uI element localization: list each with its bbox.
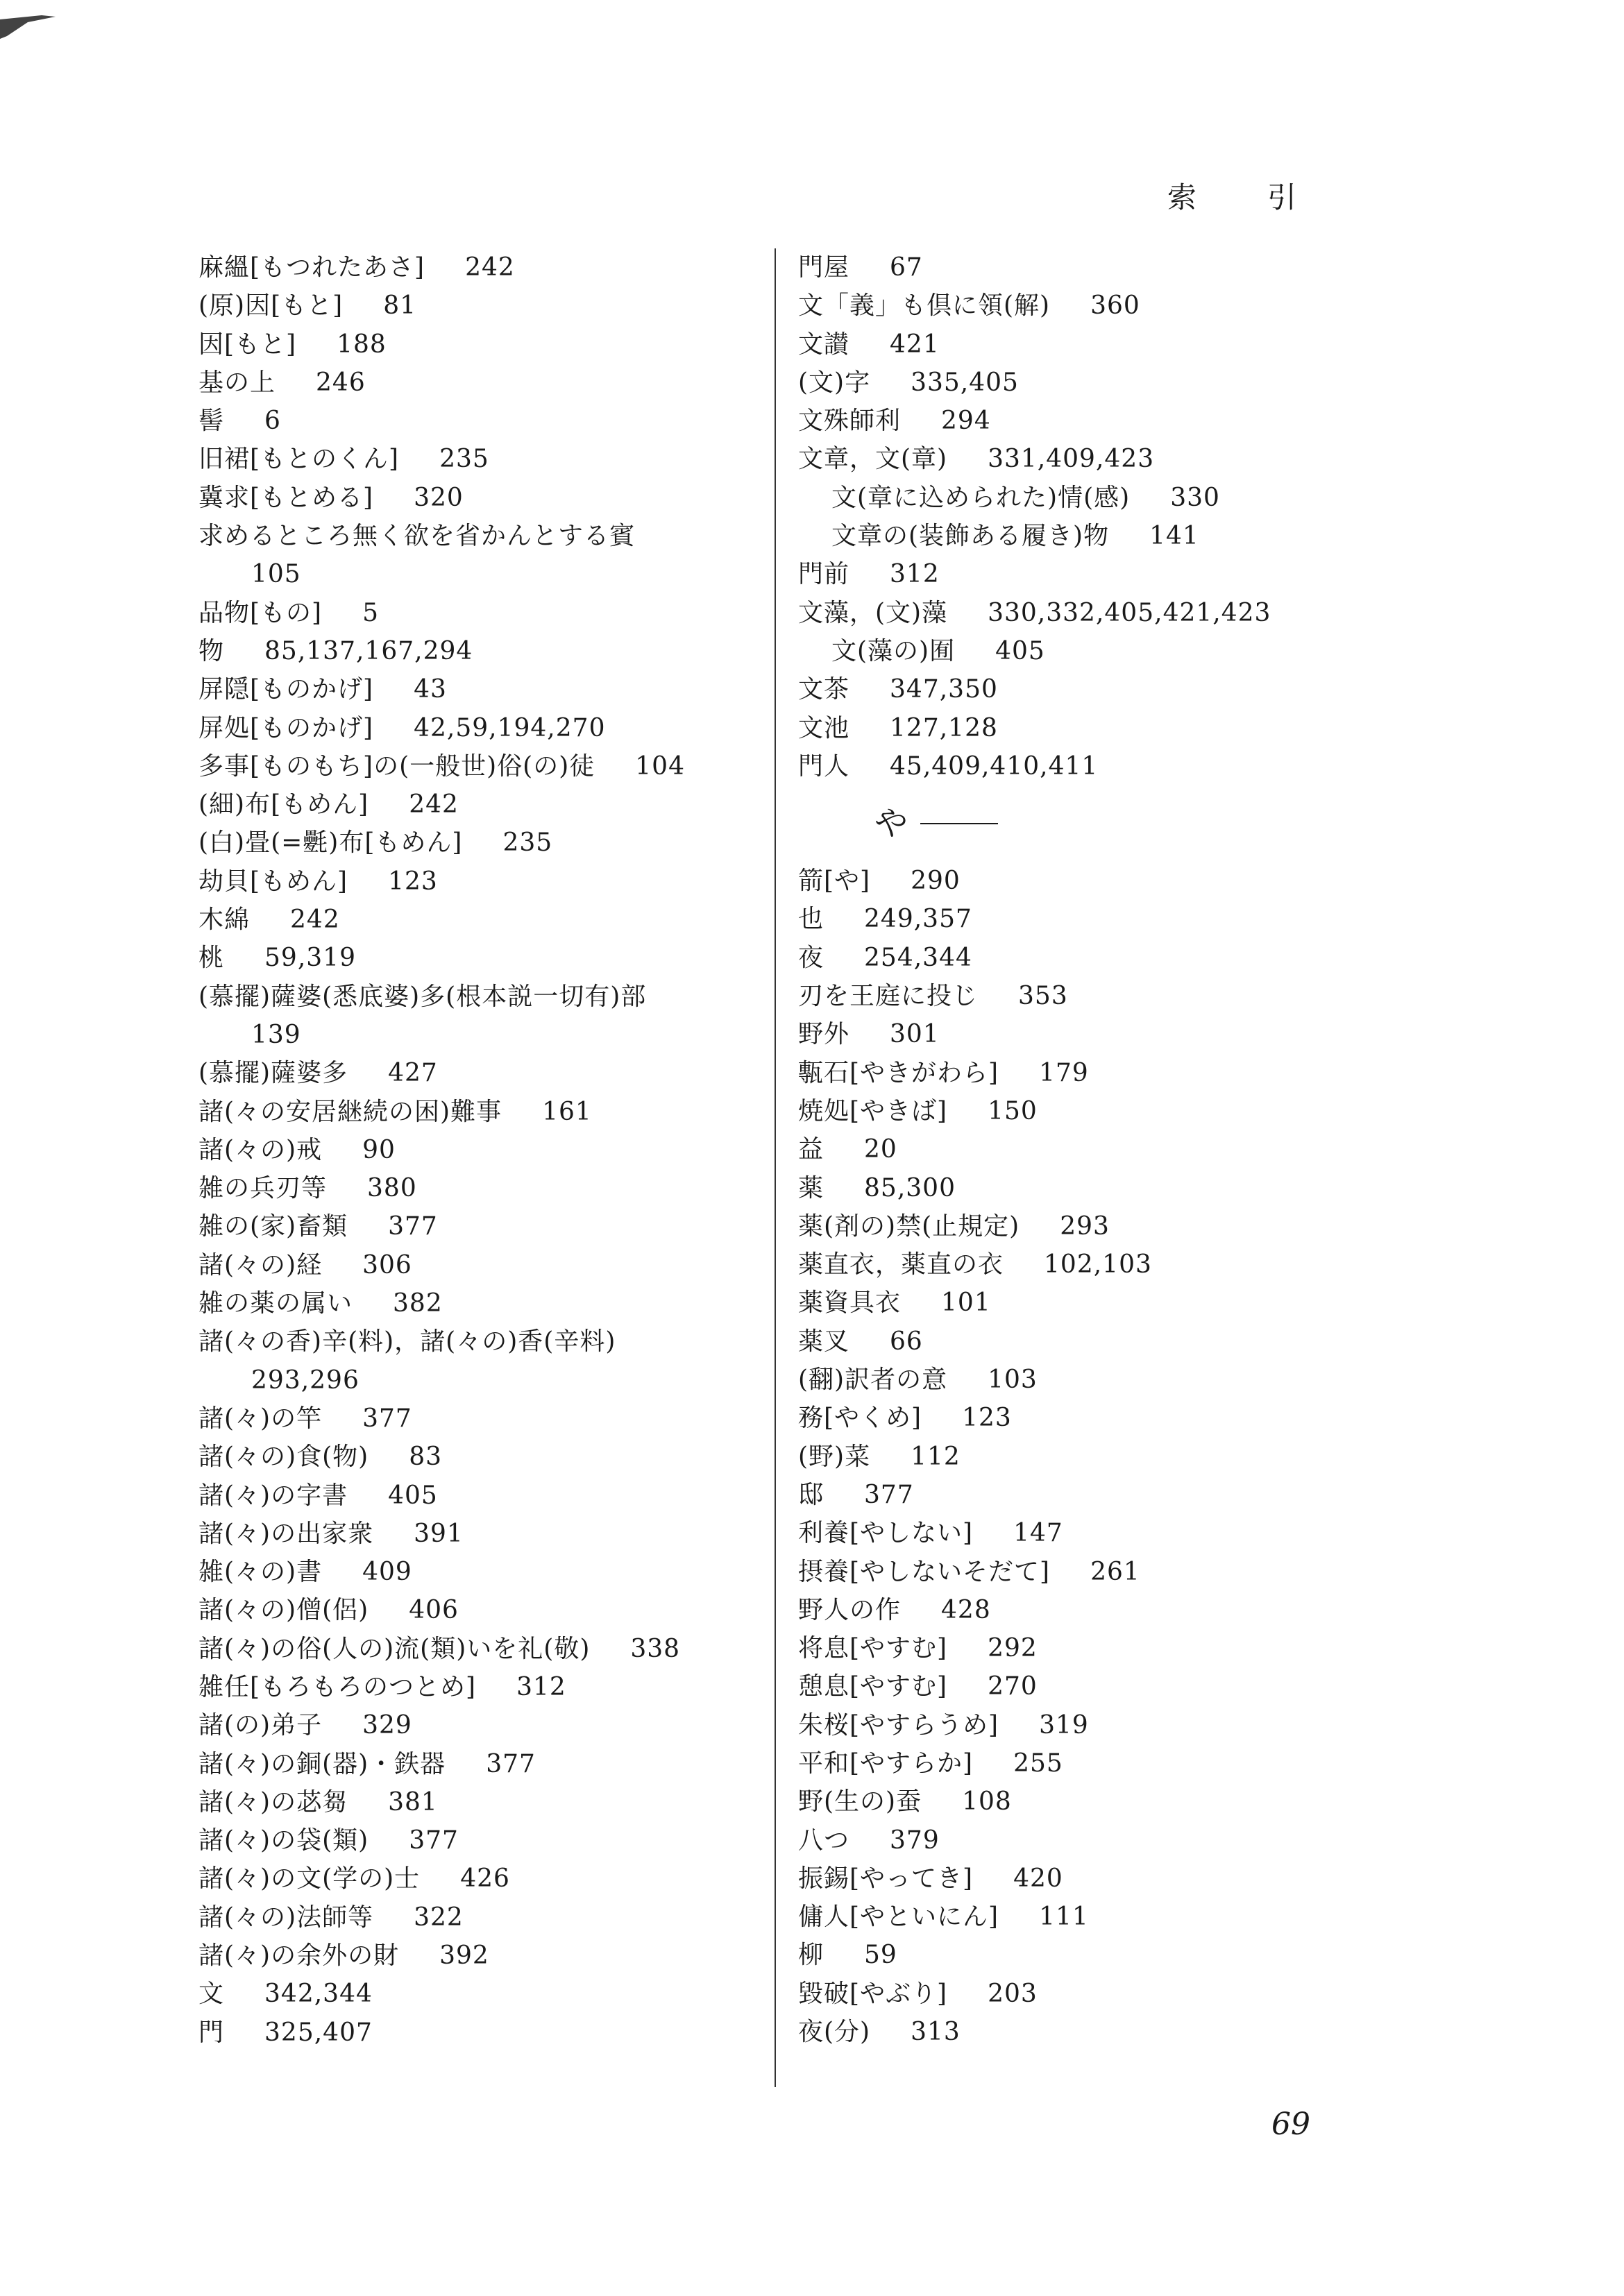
index-page-refs: 102,103: [1044, 1250, 1152, 1279]
index-entry: [798, 248, 1298, 287]
index-term: 髻: [198, 407, 225, 436]
section-heading-rule: [920, 823, 998, 824]
index-page-refs: 254,344: [864, 943, 972, 972]
index-page-refs: 377: [388, 1212, 438, 1241]
index-term: 将息[やすむ]: [798, 1634, 948, 1663]
index-entry: [198, 1515, 823, 1553]
index-page-refs: 249,357: [864, 905, 972, 934]
index-term: (翻)訳者の意: [798, 1366, 948, 1395]
index-page-refs: 313: [911, 2018, 961, 2047]
index-term: 益: [798, 1135, 824, 1164]
index-entry: [798, 939, 1298, 977]
index-entry: [198, 1706, 823, 1744]
index-term: 多事[ものもち]の(一般世)俗(の)徒: [198, 751, 595, 781]
index-page-refs: 420: [1013, 1864, 1063, 1893]
right-top-entries: [798, 248, 1298, 785]
index-term: 諸(々の)戒: [198, 1135, 323, 1164]
index-entry: [198, 1975, 823, 2013]
index-page-refs: 90: [362, 1135, 396, 1164]
index-entry: [798, 1054, 1298, 1092]
index-term: 諸(々)の袋(類): [198, 1826, 369, 1855]
index-term: 雑(々の)書: [198, 1558, 323, 1587]
index-term: 門: [198, 2018, 225, 2047]
index-term: 木綿: [198, 905, 251, 935]
index-entry: [798, 1361, 1298, 1399]
index-entry: [798, 1821, 1298, 1860]
index-term: 野人の作: [798, 1595, 902, 1624]
left-index-column: [198, 248, 823, 2052]
index-term: (細)布[もめん]: [198, 790, 369, 819]
index-term: 雑の薬の属い: [198, 1289, 353, 1318]
index-page-refs: 392: [439, 1941, 489, 1971]
index-page-refs: 255: [1013, 1749, 1063, 1778]
index-term: 門屋: [798, 253, 850, 282]
index-term: 傭人[やといにん]: [798, 1903, 999, 1932]
index-entry: [798, 287, 1298, 325]
index-entry: [798, 1399, 1298, 1437]
index-entry: [798, 900, 1298, 938]
index-entry: [198, 325, 823, 364]
index-entry: [798, 670, 1298, 708]
index-page-refs: 377: [864, 1480, 914, 1509]
index-page-refs: 242: [409, 790, 459, 819]
index-page-refs: 294: [941, 407, 991, 436]
index-entry: [198, 1361, 823, 1400]
index-term: 諸(々の)経: [198, 1250, 323, 1279]
index-page-refs: 377: [409, 1826, 459, 1855]
index-entry: [798, 1706, 1298, 1744]
index-page-refs: 43: [414, 675, 447, 704]
index-term: 野外: [798, 1020, 850, 1049]
index-term: 諸(々)の竿: [198, 1404, 323, 1433]
index-entry: [798, 1092, 1298, 1130]
index-entry: [198, 479, 823, 517]
index-entry: [198, 1898, 823, 1937]
index-page-refs: 421: [890, 330, 940, 359]
index-page-refs: 123: [962, 1404, 1012, 1433]
index-term: 憩息[やすむ]: [798, 1672, 948, 1701]
index-entry: [798, 1130, 1298, 1168]
index-page-refs: 141: [1149, 522, 1199, 551]
index-page-refs: 66: [890, 1327, 923, 1356]
index-term: 務[やくめ]: [798, 1404, 922, 1433]
index-page-refs: 293: [1060, 1211, 1110, 1241]
index-term: 諸(々)の文(学の)士: [198, 1864, 421, 1894]
index-page-refs: 335,405: [911, 368, 1019, 397]
index-term: 文「義」も倶に領(解): [798, 291, 1051, 321]
index-entry: [198, 978, 823, 1016]
index-term: 文殊師利: [798, 407, 902, 436]
index-entry: [198, 1553, 823, 1591]
index-page-refs: 83: [409, 1443, 442, 1472]
index-term: 旧裙[もとのくん]: [198, 445, 400, 474]
index-entry: [798, 1744, 1298, 1783]
index-entry: [798, 364, 1298, 402]
index-term: 文(章に込められた)情(感): [831, 483, 1131, 512]
index-page-refs: 331,409,423: [988, 445, 1155, 474]
scan-corner-mark: [0, 15, 56, 39]
index-entry: [798, 1169, 1298, 1207]
index-term: 文茶: [798, 675, 850, 704]
index-term: 箭[や]: [798, 867, 871, 896]
index-page-refs: 108: [962, 1787, 1012, 1817]
index-entry: [798, 1207, 1298, 1245]
index-entry: [798, 1438, 1298, 1476]
index-entry: [798, 325, 1298, 364]
index-entry: [198, 1477, 823, 1515]
index-entry: [798, 1783, 1298, 1821]
index-page-refs: 261: [1090, 1557, 1140, 1586]
index-page-refs: 5: [362, 598, 379, 627]
column-divider: [775, 248, 776, 2087]
index-page-refs: 379: [890, 1826, 940, 1855]
index-term: 諸(々の)食(物): [198, 1443, 369, 1472]
index-term: 屏処[ものかげ]: [198, 713, 374, 742]
index-term: 利養[やしない]: [798, 1519, 974, 1548]
index-term: 諸(々)の字書: [198, 1481, 348, 1510]
index-entry: [198, 1054, 823, 1092]
index-term: 平和[やすらか]: [798, 1749, 974, 1778]
index-page-refs: 111: [1039, 1903, 1089, 1932]
index-term: 雑任[もろもろのつとめ]: [198, 1672, 477, 1701]
index-term: 刃を王庭に投じ: [798, 982, 979, 1011]
index-entry: [198, 555, 823, 593]
index-page-refs: 85,300: [864, 1173, 956, 1202]
index-term: (野)菜: [798, 1442, 871, 1471]
index-page-refs: 235: [439, 445, 489, 474]
index-page-refs: 45,409,410,411: [890, 751, 1099, 781]
index-entry: [198, 1207, 823, 1245]
index-page-refs: 147: [1013, 1519, 1063, 1548]
index-page-refs: 301: [890, 1020, 940, 1049]
index-term: 冀求[もとめる]: [198, 483, 374, 512]
index-page-refs: 161: [542, 1097, 592, 1126]
index-term: 薬資具衣: [798, 1289, 902, 1318]
index-term: 文(藻の)囿: [831, 636, 956, 665]
index-page-refs: 353: [1018, 982, 1068, 1011]
index-page-refs: 101: [941, 1289, 991, 1318]
section-heading-label: や: [874, 804, 908, 844]
index-term: 薬叉: [798, 1327, 850, 1356]
index-term: (白)畳(=氎)布[もめん]: [198, 828, 463, 858]
index-term: 也: [798, 905, 824, 934]
index-page-refs: 104: [635, 751, 685, 781]
index-entry: [798, 555, 1298, 593]
index-term: 文讃: [798, 330, 850, 359]
index-term: 諸(々の)法師等: [198, 1903, 374, 1932]
index-term: 甎石[やきがわら]: [798, 1058, 999, 1087]
index-entry: [198, 1284, 823, 1323]
index-page-refs: 312: [516, 1672, 566, 1701]
index-page-refs: 293,296: [251, 1366, 360, 1395]
index-term: 野(生の)蚕: [798, 1787, 922, 1817]
index-entry: [198, 2014, 823, 2052]
index-entry: [798, 977, 1298, 1015]
index-entry: [198, 364, 823, 402]
index-entry: [198, 1668, 823, 1706]
index-entry: [198, 709, 823, 747]
index-entry: [798, 1245, 1298, 1284]
index-entry: [198, 1937, 823, 1975]
index-page-refs: 105: [251, 560, 301, 589]
index-entry: [198, 939, 823, 977]
index-page-refs: 81: [383, 291, 416, 321]
index-page-refs: 235: [502, 828, 553, 858]
index-term: 諸(々)の余外の財: [198, 1941, 400, 1971]
index-entry: [198, 824, 823, 862]
index-term: 文章の(装飾ある履き)物: [831, 522, 1110, 551]
index-term: 振錫[やってき]: [798, 1864, 974, 1893]
index-entry: [198, 1821, 823, 1860]
index-entry: [798, 1629, 1298, 1667]
index-entry: [798, 709, 1298, 747]
index-term: 雑の(家)畜類: [198, 1212, 348, 1241]
index-page-refs: 342,344: [264, 1980, 373, 2009]
index-page-refs: 405: [995, 636, 1045, 665]
index-entry: [198, 785, 823, 824]
index-term: 物: [198, 636, 225, 665]
index-page-refs: 270: [988, 1672, 1038, 1701]
page-number: 69: [1271, 2107, 1310, 2142]
index-page-refs: 139: [251, 1020, 301, 1049]
index-term: 桃: [198, 944, 225, 973]
index-term: 文池: [798, 713, 850, 742]
index-term: 麻縕[もつれたあさ]: [198, 253, 425, 282]
index-entry: [798, 594, 1298, 632]
index-term: 邸: [798, 1480, 824, 1509]
index-entry: [798, 479, 1298, 517]
index-term: 夜(分): [798, 2018, 871, 2047]
index-entry: [798, 1898, 1298, 1936]
index-page-refs: 381: [388, 1787, 438, 1817]
index-entry: [198, 1131, 823, 1169]
index-page-refs: 377: [486, 1749, 536, 1778]
index-page-refs: 20: [864, 1135, 897, 1164]
index-entry: [198, 248, 823, 287]
index-entry: [198, 1860, 823, 1898]
index-page-refs: 103: [988, 1366, 1038, 1395]
index-page-refs: 426: [460, 1864, 510, 1894]
index-term: 諸(々の)僧(侶): [198, 1596, 369, 1625]
right-index-column: [798, 248, 1298, 2051]
index-entry: [198, 594, 823, 632]
index-term: 諸(々の香)辛(料)，諸(々の)香(辛料): [198, 1327, 616, 1357]
index-page-refs: 382: [393, 1289, 443, 1318]
index-page-refs: 380: [367, 1174, 417, 1203]
index-page-refs: 428: [941, 1595, 991, 1624]
index-page-refs: 320: [414, 483, 464, 512]
index-entry: [198, 1783, 823, 1821]
index-term: 文章，文(章): [798, 445, 948, 474]
index-entry: [798, 632, 1298, 670]
index-entry: [798, 1015, 1298, 1053]
index-entry: [798, 402, 1298, 440]
index-entry: [198, 632, 823, 670]
index-entry: [198, 1591, 823, 1629]
index-page-refs: 377: [362, 1404, 412, 1433]
index-entry: [798, 2013, 1298, 2051]
index-term: 毀破[やぶり]: [798, 1979, 948, 2008]
index-term: 焼処[やきば]: [798, 1096, 948, 1125]
index-page-refs: 406: [409, 1596, 459, 1625]
index-term: 門人: [798, 751, 850, 781]
index-page-refs: 405: [388, 1481, 438, 1510]
index-page-refs: 42,59,194,270: [414, 713, 606, 742]
index-entry: [198, 1169, 823, 1207]
index-term: 雑の兵刃等: [198, 1174, 328, 1203]
index-page-refs: 329: [362, 1711, 412, 1740]
index-entry: [798, 1284, 1298, 1322]
index-term: 摂養[やしないそだて]: [798, 1557, 1051, 1586]
index-term: 求めるところ無く欲を省かんとする賓: [198, 522, 636, 551]
index-page-refs: 150: [988, 1096, 1038, 1125]
index-entry: [798, 440, 1298, 478]
index-term: 諸(々)の銅(器)・鉄器: [198, 1749, 446, 1778]
index-entry: [198, 1246, 823, 1284]
index-term: 諸(の)弟子: [198, 1711, 323, 1740]
index-page-refs: 59: [864, 1941, 897, 1970]
index-page-refs: 6: [264, 407, 281, 436]
index-term: 門前: [798, 560, 850, 589]
index-page-refs: 179: [1039, 1058, 1089, 1087]
index-page-refs: 188: [337, 330, 387, 359]
index-entry: [198, 402, 823, 440]
section-heading-ya: [798, 785, 1298, 862]
index-term: 八つ: [798, 1826, 850, 1855]
index-page-refs: 246: [316, 368, 366, 397]
index-page-refs: 290: [911, 867, 961, 896]
index-entry: [198, 1438, 823, 1476]
index-entry: [198, 1745, 823, 1783]
index-term: 薬: [798, 1173, 824, 1202]
index-page-refs: 360: [1090, 291, 1140, 321]
index-entry: [798, 1936, 1298, 1974]
index-term: 柳: [798, 1941, 824, 1970]
index-entry: [798, 747, 1298, 785]
index-page-refs: 322: [414, 1903, 464, 1932]
index-term: (慕擺)薩婆多: [198, 1059, 348, 1088]
index-entry: [198, 1400, 823, 1438]
index-page-refs: 338: [630, 1634, 681, 1663]
index-entry: [798, 1667, 1298, 1706]
index-term: 諸(々)の苾芻: [198, 1787, 348, 1817]
index-term: 諸(々の安居継続の困)難事: [198, 1097, 502, 1126]
index-entry: [798, 1591, 1298, 1629]
index-page-refs: 391: [414, 1519, 464, 1548]
index-entry: [798, 1860, 1298, 1898]
index-term: (文)字: [798, 368, 871, 397]
index-term: 基の上: [198, 368, 276, 397]
index-page-refs: 242: [465, 253, 515, 282]
index-term: (原)因[もと]: [198, 291, 344, 321]
index-page-refs: 203: [988, 1979, 1038, 2008]
index-entry: [798, 1476, 1298, 1514]
index-page-refs: 306: [362, 1250, 412, 1279]
index-page-refs: 330,332,405,421,423: [988, 598, 1271, 627]
index-term: 薬直衣，薬直の衣: [798, 1250, 1004, 1279]
index-entry: [198, 440, 823, 478]
index-term: 品物[もの]: [198, 598, 323, 627]
index-term: 諸(々)の俗(人の)流(類)いを礼(敬): [198, 1634, 591, 1663]
index-term: 文藻，(文)藻: [798, 598, 948, 627]
index-entry: [198, 1016, 823, 1054]
index-page-refs: 312: [890, 560, 940, 589]
index-term: 屏隠[ものかげ]: [198, 675, 374, 704]
index-entry: [798, 862, 1298, 900]
index-term: 劫貝[もめん]: [198, 867, 348, 896]
index-term: (慕擺)薩婆(悉底婆)多(根本説一切有)部: [198, 982, 647, 1011]
index-term: 夜: [798, 943, 824, 972]
index-page-refs: 325,407: [264, 2018, 373, 2047]
index-page-refs: 242: [290, 905, 340, 935]
index-page-refs: 127,128: [890, 713, 998, 742]
index-entry: [198, 1323, 823, 1361]
index-entry: [798, 1514, 1298, 1552]
index-entry: [798, 1553, 1298, 1591]
index-entry: [198, 1093, 823, 1131]
index-page-refs: 409: [362, 1558, 412, 1587]
index-page-refs: 319: [1039, 1710, 1089, 1740]
index-page-refs: 123: [388, 867, 438, 896]
index-page-refs: 330: [1170, 483, 1220, 512]
index-entry: [198, 862, 823, 901]
index-entry: [198, 287, 823, 325]
right-bottom-entries: [798, 862, 1298, 2051]
index-term: 諸(々)の出家衆: [198, 1519, 374, 1548]
index-term: 文: [198, 1980, 225, 2009]
index-entry: [198, 517, 823, 555]
index-page-refs: 67: [890, 253, 923, 282]
index-page-refs: 85,137,167,294: [264, 636, 473, 665]
index-entry: [198, 1630, 823, 1668]
index-entry: [198, 747, 823, 785]
index-page-refs: 112: [911, 1442, 961, 1471]
index-page-refs: 59,319: [264, 944, 356, 973]
index-page-refs: 427: [388, 1059, 438, 1088]
index-term: 因[もと]: [198, 330, 297, 359]
index-entry: [798, 517, 1298, 555]
index-page-refs: 347,350: [890, 675, 998, 704]
index-entry: [798, 1975, 1298, 2013]
index-page-refs: 292: [988, 1634, 1038, 1663]
index-term: 朱桜[やすらうめ]: [798, 1710, 999, 1740]
index-term: 薬(剤の)禁(止規定): [798, 1211, 1020, 1241]
running-head: 索 引: [1167, 180, 1317, 214]
index-entry: [798, 1323, 1298, 1361]
index-entry: [198, 901, 823, 939]
index-entry: [198, 670, 823, 708]
